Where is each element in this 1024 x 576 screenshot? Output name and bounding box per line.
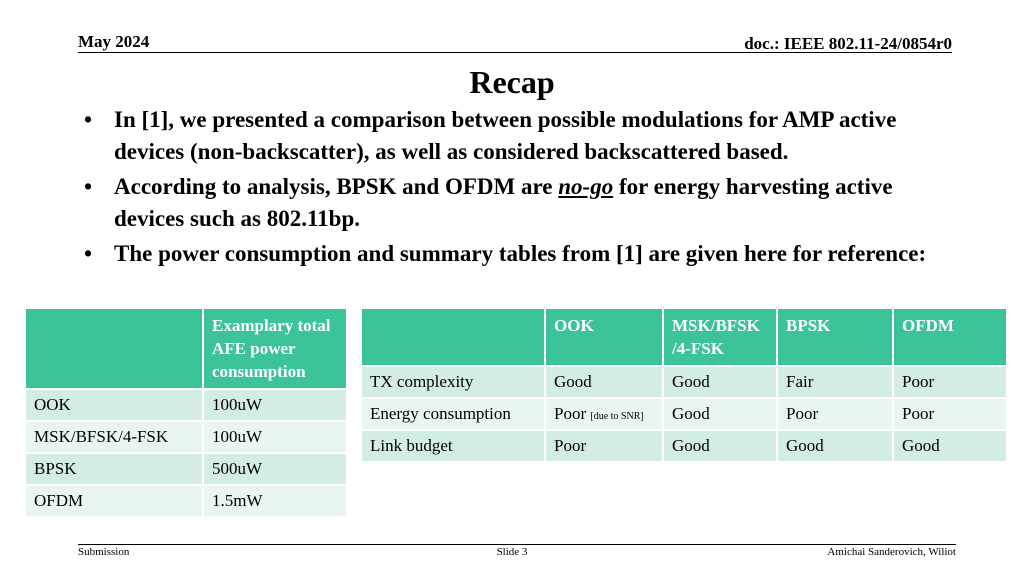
header-date: May 2024 xyxy=(78,32,150,51)
table-cell xyxy=(545,398,663,430)
table-cell: 100uW xyxy=(203,389,347,421)
table-header-cell xyxy=(361,308,545,366)
bullet-text: The power consumption and summary tables from [1] are given here for reference: xyxy=(114,241,927,266)
footer-slide-number: Slide 3 xyxy=(496,546,528,558)
table-cell: TX complexity xyxy=(361,366,545,398)
table-header-cell: Examplary total AFE power consumption xyxy=(203,308,347,389)
table-cell: Link budget xyxy=(361,430,545,462)
table-header-cell: MSK/BFSK /4-FSK xyxy=(663,308,777,366)
table-row xyxy=(25,421,347,453)
bullet-list xyxy=(84,104,964,273)
table-cell: Fair xyxy=(777,366,893,398)
slide-title: Recap xyxy=(469,64,555,100)
bullet-icon: • xyxy=(84,241,93,266)
table-header-row xyxy=(361,308,1007,366)
power-consumption-table xyxy=(24,307,348,518)
footer-rule xyxy=(78,544,956,545)
table-row xyxy=(25,453,347,485)
bullet-text-before: According to analysis, BPSK and OFDM are xyxy=(114,174,559,199)
table-cell: Good xyxy=(663,430,777,462)
footer-author: Amichai Sanderovich, Wiliot xyxy=(827,546,956,558)
table-cell: OOK xyxy=(25,389,203,421)
bullet-item xyxy=(84,238,964,270)
table-header-cell: BPSK xyxy=(777,308,893,366)
table-cell: 1.5mW xyxy=(203,485,347,517)
table-cell: Poor xyxy=(777,398,893,430)
table-cell: Good xyxy=(663,398,777,430)
table-cell: Good xyxy=(663,366,777,398)
header-doc-id: doc.: IEEE 802.11-24/0854r0 xyxy=(744,34,952,53)
bullet-item xyxy=(84,171,964,235)
table-row xyxy=(361,366,1007,398)
table-cell: Good xyxy=(893,430,1007,462)
table-row xyxy=(25,485,347,517)
table-cell: Poor xyxy=(545,430,663,462)
bullet-emphasis: no-go xyxy=(558,174,614,199)
table-header-cell xyxy=(25,308,203,389)
table-cell: Good xyxy=(545,366,663,398)
table-row xyxy=(25,389,347,421)
table-cell: BPSK xyxy=(25,453,203,485)
bullet-text-after: for energy harvesting active devices such as 802.11bp. xyxy=(114,174,893,231)
table-row xyxy=(361,430,1007,462)
header-rule xyxy=(78,52,952,53)
table-header-cell: OFDM xyxy=(893,308,1007,366)
table-cell-text: Poor xyxy=(554,404,587,423)
table-row xyxy=(361,398,1007,430)
bullet-icon: • xyxy=(84,174,93,199)
table-cell-note: [due to SNR] xyxy=(590,411,644,422)
table-cell: OFDM xyxy=(25,485,203,517)
bullet-text: In [1], we presented a comparison between possible modulations for AMP active devices (non-backscatter), as well as considered backscattered based. xyxy=(114,107,897,164)
table-cell: MSK/BFSK/4-FSK xyxy=(25,421,203,453)
table-cell: 500uW xyxy=(203,453,347,485)
table-cell: Good xyxy=(777,430,893,462)
table-cell: Energy consumption xyxy=(361,398,545,430)
modulation-summary-table xyxy=(360,307,1008,463)
bullet-icon: • xyxy=(84,107,93,132)
table-cell: 100uW xyxy=(203,421,347,453)
table-header-cell: OOK xyxy=(545,308,663,366)
table-cell: Poor xyxy=(893,398,1007,430)
footer-submission: Submission xyxy=(78,546,130,558)
table-cell: Poor xyxy=(893,366,1007,398)
bullet-item xyxy=(84,104,964,168)
table-header-row xyxy=(25,308,347,389)
